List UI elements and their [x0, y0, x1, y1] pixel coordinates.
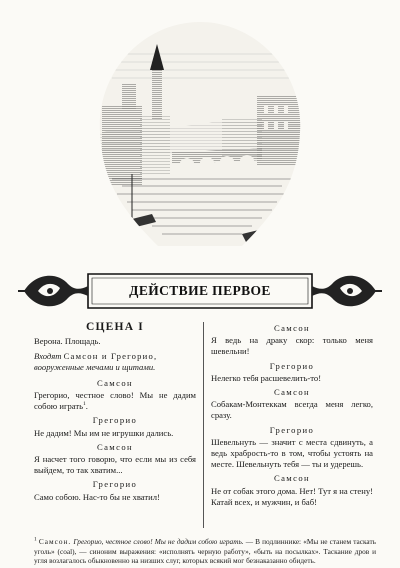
dialogue-line: Собакам-Монтеккам всегда меня легко, сразу. — [211, 399, 373, 421]
speaker-name: Самсон — [96, 441, 134, 452]
footnote-text: — В подлиннике: «Мы не станем таскать уголь» (coal), — синоним выражения: «исполнять черную работу», «быть на посылках». Таскание дров и угля возлагалось обыкновенно на низших слуг, которых всякий мог безнаказанно обидеть. — [34, 537, 377, 566]
dialogue-line: Не от собак этого дома. Нет! Тут я на стену! Катай всех, и мужчин, и баб! — [211, 485, 373, 507]
scene-title: СЦЕНА I — [86, 321, 144, 333]
footnote-speaker: Самсон. — [38, 537, 72, 546]
speaker-name: Грегорио — [92, 415, 138, 426]
stage-direction-speakers: Самсон и Грегорио, — [63, 351, 158, 362]
speaker-name: Грегорио — [269, 424, 315, 435]
stage-direction-prefix: Входят — [34, 351, 62, 362]
stage-direction — [34, 351, 196, 373]
stage-direction-rest: вооруженные мечами и щитами. — [34, 362, 156, 372]
footnote-quote: Грегорио, честное слово! Мы не дадим собою играть. — [73, 537, 244, 546]
footnote-reference[interactable]: 1 — [83, 401, 86, 408]
dialogue-line: Я ведь на драку скор: только меня шевельни! — [211, 335, 373, 357]
speaker-name: Грегорио — [92, 479, 138, 490]
left-column — [34, 320, 196, 505]
dialogue-line: Шевельнуть — значит с места сдвинуть, а ведь храбрость-то в том, чтобы устоять на месте. Шевельнуть тебя — ты и удерешь. — [211, 436, 373, 470]
act-title: ДЕЙСТВИЕ ПЕРВОЕ — [129, 283, 271, 298]
footnote — [34, 537, 376, 566]
dialogue-line: Я насчет того говорю, что если мы из себя выйдем, то так хватим... — [34, 454, 196, 476]
speaker-name: Самсон — [273, 323, 311, 333]
speaker-name: Грегорио — [269, 360, 315, 371]
dialogue-line: Нелегко тебя расшевелить-то! — [211, 372, 322, 383]
dialogue-text: Грегорио, честное слово! Мы не дадим собою играть — [34, 390, 196, 412]
footnote-mark: 1 — [34, 536, 37, 543]
speaker-name: Самсон — [96, 377, 134, 388]
right-column — [211, 320, 373, 510]
dialogue-line: Само собою. Нас-то бы не хватил! — [34, 491, 160, 502]
verona-engraving-illustration — [92, 14, 308, 254]
speaker-name: Самсон — [273, 473, 311, 484]
dialogue-line: Не дадим! Мы им не игрушки дались. — [34, 427, 174, 438]
scene-place: Верона. Площадь. — [34, 336, 101, 346]
speaker-name: Самсон — [273, 387, 311, 398]
dialogue-line: Грегорио, честное слово! Мы не дадим собою играть$^1$. — [34, 390, 196, 412]
column-divider — [203, 322, 204, 528]
act-title-banner — [18, 266, 382, 316]
